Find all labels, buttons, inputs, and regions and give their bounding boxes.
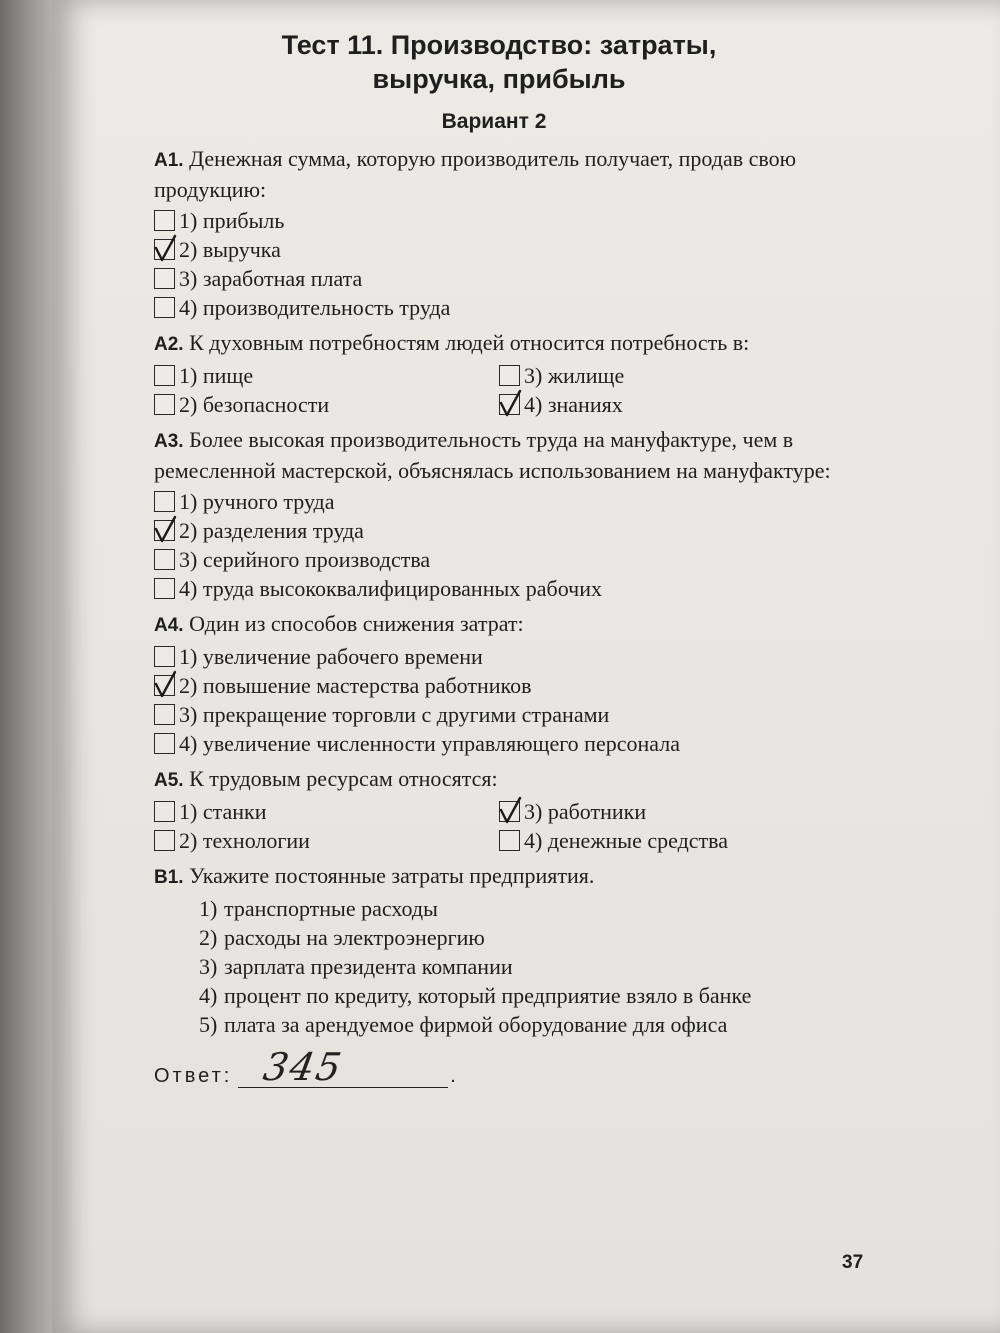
checkbox[interactable]	[154, 704, 175, 725]
option-a3-2[interactable]	[154, 516, 834, 545]
b1-item	[199, 923, 834, 952]
option-label: 3) прекращение торговли с другими странами	[179, 702, 610, 727]
option-label: 4) денежные средства	[524, 828, 729, 853]
b1-item	[199, 1010, 834, 1039]
b1-item	[199, 894, 834, 923]
option-a3-3[interactable]	[154, 545, 834, 574]
b1-item-list	[199, 894, 834, 1039]
option-label: 4) знаниях	[524, 392, 623, 417]
question-a2	[154, 328, 834, 419]
question-a5	[154, 764, 834, 855]
option-a4-4[interactable]	[154, 729, 834, 758]
handwritten-answer: 345	[260, 1045, 347, 1089]
option-label: 4) производительность труда	[179, 295, 451, 320]
option-label: 1) прибыль	[179, 208, 285, 233]
option-label: 1) ручного труда	[179, 489, 335, 514]
checkbox[interactable]	[154, 297, 175, 318]
option-label: 4) труда высококвалифицированных рабочих	[179, 576, 602, 601]
option-a2-2[interactable]	[154, 390, 499, 419]
question-a4-text	[154, 609, 834, 640]
test-title	[164, 28, 834, 96]
option-a5-2[interactable]	[154, 826, 499, 855]
question-prompt: Укажите постоянные затраты предприятия.	[189, 863, 595, 888]
option-a1-1[interactable]	[154, 206, 834, 235]
b1-item-number: 3)	[199, 954, 218, 979]
question-number: А3.	[154, 431, 184, 452]
question-a4	[154, 609, 834, 758]
question-b1-text	[154, 861, 834, 892]
option-label: 1) пище	[179, 363, 254, 388]
question-b1	[154, 861, 834, 1039]
book-spine-shadow	[0, 0, 58, 1333]
option-a5-4[interactable]	[499, 826, 819, 855]
checkbox[interactable]	[154, 365, 175, 386]
page-number: 37	[842, 1252, 864, 1273]
checkbox[interactable]	[154, 801, 175, 822]
checkbox[interactable]	[499, 394, 520, 415]
question-number: А1.	[154, 150, 184, 171]
option-label: 3) работники	[524, 799, 647, 824]
book-page	[52, 0, 1000, 1333]
check-mark-icon	[497, 389, 523, 419]
checkbox[interactable]	[154, 549, 175, 570]
option-a1-3[interactable]	[154, 264, 834, 293]
question-number: А2.	[154, 334, 184, 355]
option-a1-2[interactable]	[154, 235, 834, 264]
option-a4-3[interactable]	[154, 700, 834, 729]
question-number: А5.	[154, 770, 184, 791]
checkbox[interactable]	[154, 578, 175, 599]
checkbox[interactable]	[154, 394, 175, 415]
option-label: 4) увеличение численности управляющего персонала	[179, 731, 680, 756]
question-prompt: К трудовым ресурсам относятся:	[189, 766, 498, 791]
option-a1-4[interactable]	[154, 293, 834, 322]
option-label: 2) технологии	[179, 828, 310, 853]
check-mark-icon	[497, 796, 523, 826]
checkbox[interactable]	[154, 520, 175, 541]
b1-item	[199, 981, 834, 1010]
b1-item-text: плата за арендуемое фирмой оборудование для офиса	[224, 1012, 728, 1037]
b1-item-text: зарплата президента компании	[224, 954, 513, 979]
b1-item-text: расходы на электроэнергию	[224, 925, 485, 950]
checkbox[interactable]	[154, 491, 175, 512]
checkbox[interactable]	[154, 646, 175, 667]
b1-item-number: 1)	[199, 896, 218, 921]
test-content	[154, 28, 834, 1088]
b1-item-number: 2)	[199, 925, 218, 950]
question-number: В1.	[154, 867, 184, 888]
answer-period: .	[450, 1065, 459, 1087]
b1-item-text: транспортные расходы	[224, 896, 438, 921]
checkbox[interactable]	[499, 801, 520, 822]
option-a2-1[interactable]	[154, 361, 499, 390]
option-label: 3) заработная плата	[179, 266, 363, 291]
b1-item-text: процент по кредиту, который предприятие взяло в банке	[224, 983, 752, 1008]
b1-item	[199, 952, 834, 981]
option-a5-3[interactable]	[499, 797, 819, 826]
checkbox[interactable]	[154, 830, 175, 851]
option-label: 1) станки	[179, 799, 267, 824]
option-a3-4[interactable]	[154, 574, 834, 603]
checkbox[interactable]	[154, 268, 175, 289]
variant-heading: Вариант 2	[441, 110, 547, 133]
option-label: 2) безопасности	[179, 392, 330, 417]
check-mark-icon	[152, 515, 178, 545]
question-a3	[154, 425, 834, 603]
b1-item-number: 4)	[199, 983, 218, 1008]
checkbox[interactable]	[499, 830, 520, 851]
option-label: 2) повышение мастерства работников	[179, 673, 532, 698]
checkbox[interactable]	[154, 210, 175, 231]
b1-item-number: 5)	[199, 1012, 218, 1037]
checkbox[interactable]	[154, 239, 175, 260]
question-prompt: Один из способов снижения затрат:	[189, 611, 524, 636]
check-mark-icon	[152, 670, 178, 700]
option-label: 3) жилище	[524, 363, 625, 388]
option-label: 2) выручка	[179, 237, 281, 262]
question-a5-text	[154, 764, 834, 795]
answer-row	[154, 1045, 834, 1089]
option-a5-1[interactable]	[154, 797, 499, 826]
question-number: А4.	[154, 615, 184, 636]
title-line-2: выручка, прибыль	[372, 64, 626, 94]
option-label: 3) серийного производства	[179, 547, 431, 572]
question-a1	[154, 144, 834, 322]
option-a4-1[interactable]	[154, 642, 834, 671]
answer-field[interactable]	[238, 1045, 448, 1089]
option-label: 2) разделения труда	[179, 518, 364, 543]
checkbox[interactable]	[154, 675, 175, 696]
checkbox[interactable]	[499, 365, 520, 386]
question-prompt: Более высокая производительность труда на мануфактуре, чем в ремесленной мастерской, объяснялась использованием на мануфактуре:	[154, 427, 831, 483]
question-a2-text	[154, 328, 834, 359]
question-prompt: Денежная сумма, которую производитель получает, продав свою продукцию:	[154, 146, 797, 202]
title-line-1: Тест 11. Производство: затраты,	[281, 30, 717, 60]
option-label: 1) увеличение рабочего времени	[179, 644, 483, 669]
checkbox[interactable]	[154, 733, 175, 754]
question-a3-text	[154, 425, 834, 485]
question-a1-text	[154, 144, 834, 204]
option-a4-2[interactable]	[154, 671, 834, 700]
question-prompt: К духовным потребностям людей относится потребность в:	[189, 330, 750, 355]
option-a2-4[interactable]	[499, 390, 819, 419]
check-mark-icon	[152, 234, 178, 264]
option-a3-1[interactable]	[154, 487, 834, 516]
answer-label: Ответ:	[154, 1065, 233, 1087]
option-a2-3[interactable]	[499, 361, 819, 390]
